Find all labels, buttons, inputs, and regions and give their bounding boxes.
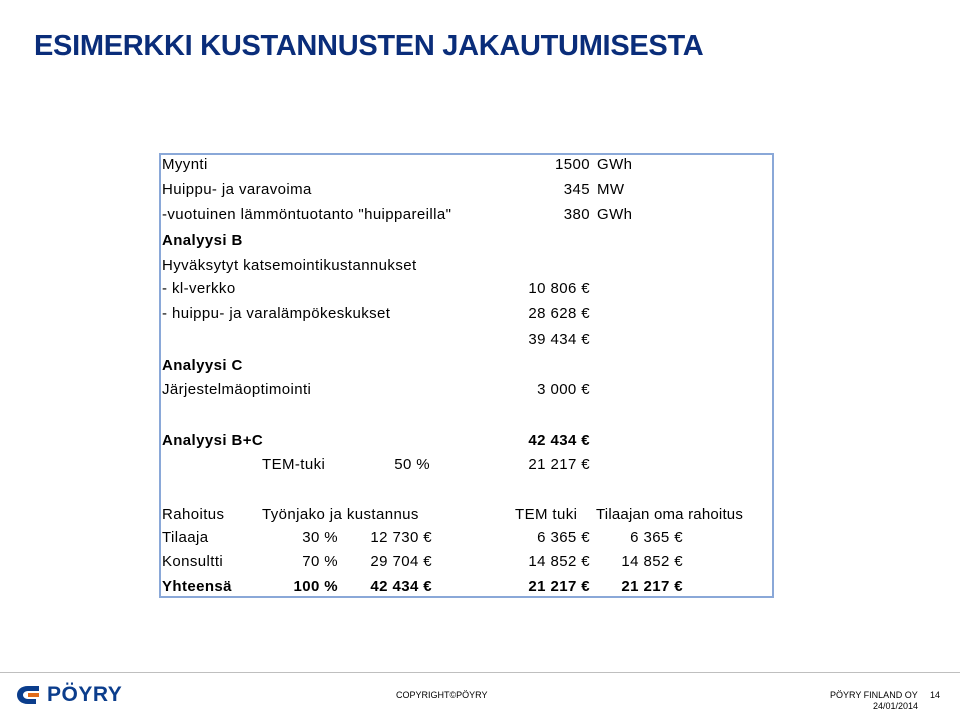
page-number: 14 <box>930 690 941 700</box>
page-title: ESIMERKKI KUSTANNUSTEN JAKAUTUMISESTA <box>34 30 704 62</box>
row-label-klverkko: - kl-verkko <box>162 280 236 297</box>
table-row-tem: 14 852 € <box>528 553 590 570</box>
footer-copyright: COPYRIGHT©PÖYRY <box>396 690 488 700</box>
table-total-name: Yhteensä <box>162 578 232 595</box>
table-row-tem: 6 365 € <box>537 529 590 546</box>
table-total-own: 21 217 € <box>621 578 683 595</box>
footer-company: PÖYRY FINLAND OY <box>830 690 918 700</box>
table-header-tem: TEM tuki <box>515 506 578 523</box>
row-label-keskukset: - huippu- ja varalämpökeskukset <box>162 305 391 322</box>
table-total-pct: 100 % <box>293 578 338 595</box>
row-label-vuotuinen: -vuotuinen lämmöntuotanto "huippareilla" <box>162 206 452 223</box>
unit-vuotuinen: GWh <box>597 206 633 223</box>
table-header-tyonjako: Työnjako ja kustannus <box>262 506 419 523</box>
value-tem-pct: 50 % <box>394 456 430 473</box>
value-huippu: 345 <box>563 181 590 198</box>
logo-text: PÖYRY <box>47 683 123 706</box>
row-label-huippu: Huippu- ja varavoima <box>162 181 312 198</box>
row-label-analyysi-bc: Analyysi B+C <box>162 432 264 449</box>
value-vuotuinen: 380 <box>563 206 590 223</box>
table-header-rahoitus: Rahoitus <box>162 506 225 523</box>
value-tem: 21 217 € <box>528 456 590 473</box>
table-total-tem: 21 217 € <box>528 578 590 595</box>
row-label-optimointi: Järjestelmäoptimointi <box>162 381 312 398</box>
value-klverkko: 10 806 € <box>528 280 590 297</box>
row-label-hyvaksytyt: Hyväksytyt katsemointikustannukset <box>162 257 417 274</box>
unit-huippu: MW <box>597 181 625 198</box>
table-row-name: Tilaaja <box>162 529 209 546</box>
table-row-own: 14 852 € <box>621 553 683 570</box>
value-analyysi-bc: 42 434 € <box>528 432 590 449</box>
value-keskukset: 28 628 € <box>528 305 590 322</box>
table-row-name: Konsultti <box>162 553 224 570</box>
heading-analyysi-b: Analyysi B <box>162 232 243 249</box>
table-row-pct: 30 % <box>302 529 338 546</box>
table-row-cost: 29 704 € <box>370 553 432 570</box>
value-subtotal: 39 434 € <box>528 331 590 348</box>
table-row-cost: 12 730 € <box>370 529 432 546</box>
table-total-cost: 42 434 € <box>370 578 432 595</box>
row-label-tem: TEM-tuki <box>262 456 326 473</box>
row-label-myynti: Myynti <box>162 156 208 173</box>
heading-analyysi-c: Analyysi C <box>162 357 243 374</box>
poyry-logo-icon <box>15 684 41 706</box>
table-row-own: 6 365 € <box>630 529 683 546</box>
value-myynti: 1500 <box>555 156 590 173</box>
value-optimointi: 3 000 € <box>537 381 590 398</box>
footer-date: 24/01/2014 <box>873 701 919 711</box>
poyry-logo <box>15 684 122 706</box>
table-header-oma: Tilaajan oma rahoitus <box>596 506 744 523</box>
footer-divider <box>0 672 960 673</box>
table-row-pct: 70 % <box>302 553 338 570</box>
unit-myynti: GWh <box>597 156 633 173</box>
